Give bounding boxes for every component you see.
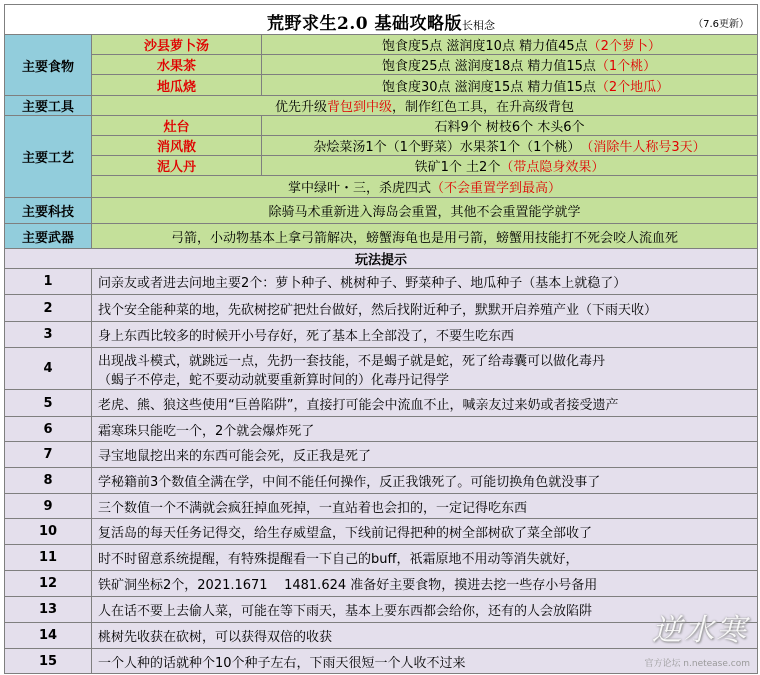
tech-category-label: 主要科技 (5, 198, 92, 223)
tip-number: 13 (5, 597, 92, 622)
craft-recipe: 石料9个 树枝6个 木头6个 (262, 116, 757, 135)
food-note: （1个桃） (595, 59, 657, 74)
tip-number: 6 (5, 417, 92, 441)
tip-number: 14 (5, 623, 92, 648)
tip-number: 3 (5, 322, 92, 347)
author-name: 长相念 (462, 19, 495, 32)
tip-number: 4 (5, 348, 92, 389)
tip-number: 11 (5, 545, 92, 570)
tip-row (4, 348, 758, 390)
tip-number: 9 (5, 494, 92, 518)
food-stats: 饱食度30点 滋润度15点 精力值15点 （2个地瓜） (262, 75, 757, 95)
tip-text: 桃树先收获在砍树，可以获得双倍的收获 (98, 630, 333, 645)
food-note: （2个萝卜） (587, 39, 661, 54)
tip-number: 8 (5, 468, 92, 493)
tip-number: 15 (5, 649, 92, 673)
craft-recipe: 铁矿1个 土2个 （带点隐身效果） (262, 156, 757, 175)
tip-text: 问亲友或者进去问地主要2个：萝卜种子、桃树种子、野菜种子、地瓜种子（基本上就稳了） (98, 276, 627, 291)
sheet-title (5, 9, 757, 34)
watermark-url: 官方论坛 n.netease.com (644, 659, 750, 669)
update-date: （7.6更新） (693, 19, 749, 30)
food-name: 地瓜烧 (92, 75, 262, 95)
tip-row (4, 623, 758, 649)
tip-number: 1 (5, 269, 92, 294)
tip-text: 老虎、熊、狼这些使用“巨兽陷阱”，直接打可能会中流血不止，喊亲友过来奶或者接受遗产 (98, 397, 619, 413)
title-text: 荒野求生2.0 基础攻略版 (267, 14, 462, 34)
tip-text: 找个安全能种菜的地，先砍树挖矿把灶台做好，然后找附近种子，默默开启养殖产业（下雨天收） (98, 302, 658, 318)
food-stats: 饱食度5点 滋润度10点 精力值45点 （2个萝卜） (262, 35, 757, 54)
food-row (92, 75, 757, 95)
tech-text: 除骑马术重新进入海岛会重置，其他不会重置能学就学 (92, 198, 757, 223)
weapon-category-label: 主要武器 (5, 224, 92, 248)
food-name: 沙县萝卜汤 (92, 35, 262, 54)
food-stats: 饱食度25点 滋润度18点 精力值15点 （1个桃） (262, 55, 757, 74)
craft-category-label: 主要工艺 (5, 116, 92, 197)
tip-row (4, 545, 758, 571)
craft-row (92, 116, 757, 136)
craft-section (4, 116, 758, 198)
craft-note: （带点隐身效果） (500, 160, 605, 175)
tip-row (4, 390, 758, 417)
food-note: （2个地瓜） (595, 79, 670, 95)
food-name: 水果茶 (92, 55, 262, 74)
craft-name: 消风散 (92, 136, 262, 155)
tip-row (4, 571, 758, 597)
food-section (4, 35, 758, 96)
tip-row (4, 417, 758, 442)
weapon-text: 弓箭，小动物基本上拿弓箭解决，螃蟹海龟也是用弓箭，螃蟹用技能打不死会咬人流血死 (92, 224, 757, 248)
tip-text: 时不时留意系统提醒，有特殊提醒看一下自己的buff，祇霜原地不用动等消失就好， (98, 552, 579, 567)
tip-text: 出现战斗模式，就跳远一点，先扔一套技能，不是蝎子就是蛇，死了给毒囊可以做化毒丹 （蝎子不停走，蛇不要动动就要重新算时间的）化毒丹记得学 (98, 353, 606, 388)
tip-row (4, 494, 758, 519)
tools-category-label: 主要工具 (5, 96, 92, 115)
tip-number: 2 (5, 295, 92, 321)
tip-text: 学秘籍前3个数值全满在学，中间不能任何操作，反正我饿死了。可能切换角色就没事了 (98, 475, 601, 490)
weapon-section (4, 224, 758, 249)
tip-row (4, 295, 758, 322)
tip-text: 寻宝地鼠挖出来的东西可能会死，反正我是死了 (98, 449, 372, 464)
craft-name: 灶台 (92, 116, 262, 135)
craft-extra-row (92, 176, 757, 197)
tip-text: 三个数值一个不满就会疯狂掉血死掉，一直站着也会扣的，一定记得吃东西 (98, 500, 528, 516)
tools-section (4, 96, 758, 116)
craft-row (92, 156, 757, 176)
tip-text: 一个人种的话就种个10个种子左右，下雨天很短一个人收不过来 (98, 655, 466, 671)
tip-number: 12 (5, 571, 92, 596)
tip-row (4, 597, 758, 623)
tip-text: 身上东西比较多的时候开小号存好，死了基本上全部没了，不要生吃东西 (98, 329, 515, 344)
tip-number: 5 (5, 390, 92, 416)
craft-recipe: 杂烩菜汤1个（1个野菜）水果茶1个（1个桃） （消除牛人称号3天） (262, 136, 757, 155)
tip-row (4, 269, 758, 295)
craft-note: （消除牛人称号3天） (580, 140, 706, 155)
tip-text: 霜寒珠只能吃一个，2个就会爆炸死了 (98, 423, 315, 439)
tip-text: 复活岛的每天任务记得交，给生存威望盒，下线前记得把种的树全部树砍了菜全部收了 (98, 526, 593, 541)
craft-name: 泥人丹 (92, 156, 262, 175)
tip-row (4, 649, 758, 674)
tip-row (4, 322, 758, 348)
tip-text: 人在话不要上去偷人菜，可能在等下雨天，基本上要东西都会给你，还有的人会放陷阱 (98, 604, 593, 619)
tip-text: 铁矿洞坐标2个，2021.1671 1481.624 准备好主要食物，摸进去挖一些存小号备用 (98, 578, 598, 593)
watermark-logo: 逆水寒 (652, 613, 748, 648)
tech-section (4, 198, 758, 224)
tip-row (4, 468, 758, 494)
craft-extra-text: 掌中绿叶・三，杀虎四式 （不会重置学到最高） (92, 176, 757, 197)
title-row (4, 4, 758, 35)
tip-number: 10 (5, 519, 92, 544)
tip-row (4, 442, 758, 468)
tip-row (4, 519, 758, 545)
food-row (92, 35, 757, 55)
tips-header: 玩法提示 (4, 249, 758, 269)
food-category-label: 主要食物 (5, 35, 92, 95)
tip-number: 7 (5, 442, 92, 467)
food-row (92, 55, 757, 75)
tools-text: 优先升级 背包到中级 ，制作红色工具，在升高级背包 (92, 96, 757, 115)
craft-row (92, 136, 757, 156)
